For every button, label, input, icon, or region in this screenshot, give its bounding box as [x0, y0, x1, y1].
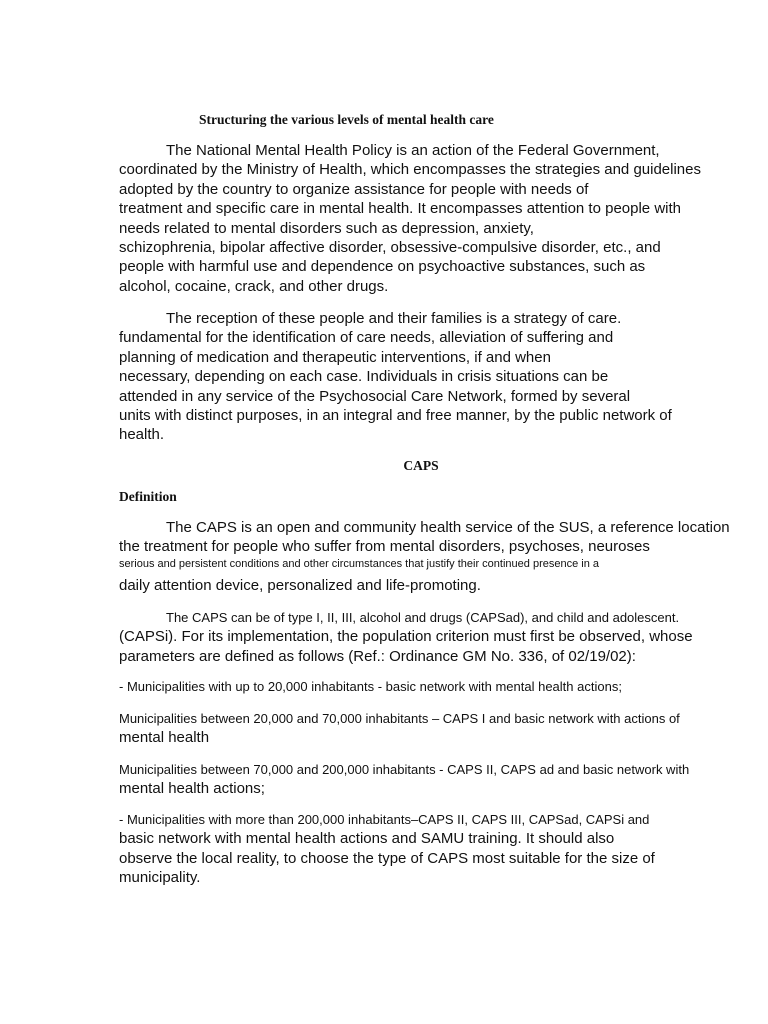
paragraph-line: The CAPS can be of type I, II, III, alcohol and drugs (CAPSad), and child and adolescent.	[166, 610, 680, 625]
paragraph-line: necessary, depending on each case. Individuals in crisis situations can be	[119, 368, 609, 386]
paragraph-line: The National Mental Health Policy is an action of the Federal Government,	[166, 142, 660, 159]
paragraph-line: adopted by the country to organize assistance for people with needs of	[119, 180, 589, 198]
paragraph-line: schizophrenia, bipolar affective disorder, obsessive-compulsive disorder, etc., and	[119, 239, 661, 257]
paragraph-line: needs related to mental disorders such as depression, anxiety,	[119, 219, 534, 237]
paragraph-reception	[119, 309, 739, 445]
paragraph-line: people with harmful use and dependence on psychoactive substances, such as	[119, 258, 646, 276]
paragraph-caps-types	[119, 608, 739, 666]
paragraph-line: units with distinct purposes, in an integral and free manner, by the public network of	[119, 407, 672, 425]
paragraph-line: alcohol, cocaine, crack, and other drugs.	[119, 277, 389, 295]
definition-heading: Definition	[119, 489, 177, 504]
paragraph-policy	[119, 141, 739, 296]
list-item	[119, 760, 739, 799]
list-item	[119, 810, 739, 888]
paragraph-line: planning of medication and therapeutic interventions, if and when	[119, 348, 551, 366]
paragraph-line: daily attention device, personalized and life-promoting.	[119, 576, 481, 594]
list-item-line: mental health	[119, 729, 210, 747]
caps-heading: CAPS	[403, 458, 439, 473]
list-item-line: Municipalities between 20,000 and 70,000 inhabitants – CAPS I and basic network with actions of	[119, 711, 680, 726]
paragraph-caps-definition	[119, 518, 739, 595]
paragraph-line: the treatment for people who suffer from mental disorders, psychoses, neuroses	[119, 538, 650, 556]
list-item-line: municipality.	[119, 869, 201, 887]
list-item-line: Municipalities between 70,000 and 200,000 inhabitants - CAPS II, CAPS ad and basic network with	[119, 762, 690, 777]
list-item-line: observe the local reality, to choose the type of CAPS most suitable for the size of	[119, 849, 655, 867]
list-item-line: mental health actions;	[119, 780, 265, 798]
paragraph-line: The CAPS is an open and community health service of the SUS, a reference location	[166, 519, 730, 536]
paragraph-line: health.	[119, 426, 165, 444]
paragraph-line: coordinated by the Ministry of Health, which encompasses the strategies and guidelines	[119, 161, 701, 179]
paragraph-line: attended in any service of the Psychosocial Care Network, formed by several	[119, 387, 631, 405]
document-title: Structuring the various levels of mental health care	[199, 112, 494, 127]
paragraph-line: fundamental for the identification of care needs, alleviation of suffering and	[119, 329, 614, 347]
paragraph-line: The reception of these people and their families is a strategy of care.	[166, 310, 622, 327]
paragraph-line: (CAPSi). For its implementation, the population criterion must first be observed, whose	[119, 628, 693, 646]
list-item-line: basic network with mental health actions and SAMU training. It should also	[119, 830, 615, 848]
paragraph-line: treatment and specific care in mental health. It encompasses attention to people with	[119, 200, 681, 218]
list-item	[119, 709, 739, 748]
paragraph-line: parameters are defined as follows (Ref.: Ordinance GM No. 336, of 02/19/02):	[119, 647, 636, 665]
list-item-line: - Municipalities with more than 200,000 inhabitants–CAPS II, CAPS III, CAPSad, CAPSi and	[119, 812, 650, 827]
list-item-line: - Municipalities with up to 20,000 inhabitants - basic network with mental health actions;	[119, 679, 622, 694]
paragraph-line: serious and persistent conditions and other circumstances that justify their continued presence in a	[119, 557, 599, 570]
list-item	[119, 677, 739, 696]
